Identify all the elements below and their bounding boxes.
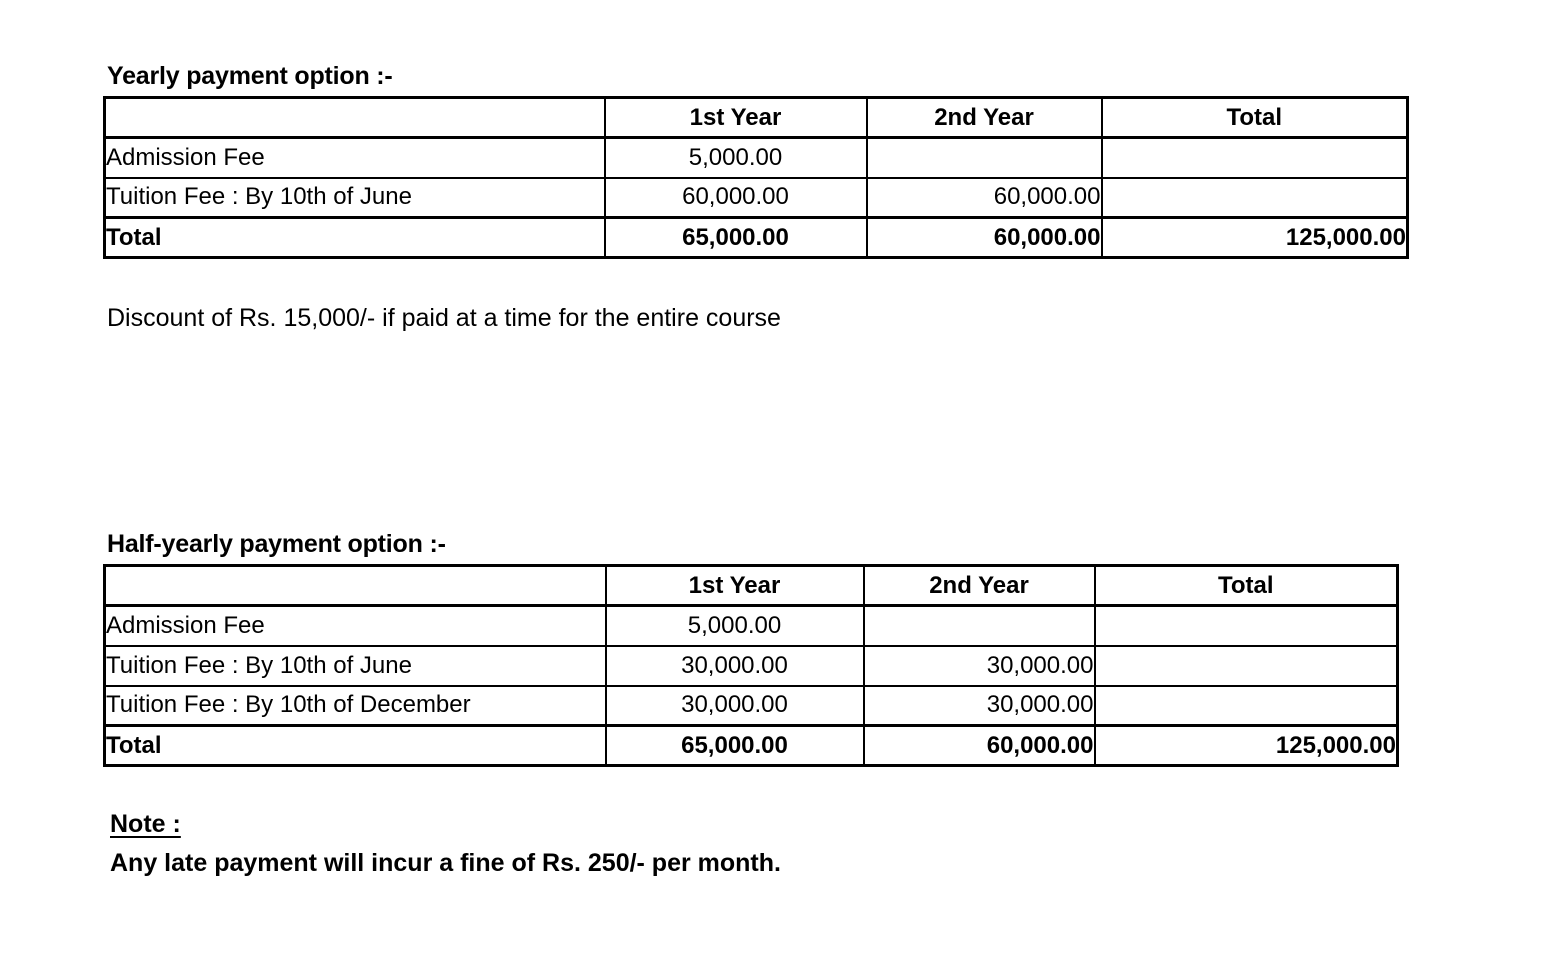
header-cell-year1: 1st Year [605, 98, 867, 138]
row-label: Tuition Fee : By 10th of June [105, 178, 605, 218]
row-label: Admission Fee [105, 606, 606, 646]
header-cell-total: Total [1102, 98, 1408, 138]
row-year2: 30,000.00 [864, 686, 1095, 726]
row-year2 [867, 138, 1102, 178]
row-year1: 5,000.00 [606, 606, 864, 646]
row-year1: 60,000.00 [605, 178, 867, 218]
total-grand: 125,000.00 [1102, 218, 1408, 258]
total-label: Total [105, 218, 605, 258]
row-year2: 60,000.00 [867, 178, 1102, 218]
row-total [1095, 606, 1398, 646]
yearly-payment-table [103, 96, 1409, 259]
note-body: Any late payment will incur a fine of Rs. 250/- per month. [110, 849, 781, 877]
total-year1: 65,000.00 [606, 726, 864, 766]
header-cell-blank [105, 98, 605, 138]
discount-note: Discount of Rs. 15,000/- if paid at a time for the entire course [107, 304, 781, 332]
row-label: Admission Fee [105, 138, 605, 178]
half-yearly-payment-heading: Half-yearly payment option :- [107, 530, 446, 558]
row-year1: 5,000.00 [605, 138, 867, 178]
row-label: Tuition Fee : By 10th of June [105, 646, 606, 686]
table-row [105, 606, 1398, 646]
header-cell-year1: 1st Year [606, 566, 864, 606]
note-title: Note : [110, 810, 181, 838]
row-label: Tuition Fee : By 10th of December [105, 686, 606, 726]
table-header-row [105, 566, 1398, 606]
table-row [105, 646, 1398, 686]
total-label: Total [105, 726, 606, 766]
row-year2: 30,000.00 [864, 646, 1095, 686]
half-yearly-payment-table [103, 564, 1399, 767]
header-cell-year2: 2nd Year [867, 98, 1102, 138]
table-header-row [105, 98, 1408, 138]
row-year1: 30,000.00 [606, 646, 864, 686]
total-year2: 60,000.00 [864, 726, 1095, 766]
row-total [1102, 178, 1408, 218]
header-cell-year2: 2nd Year [864, 566, 1095, 606]
table-row [105, 686, 1398, 726]
row-total [1095, 646, 1398, 686]
table-row [105, 178, 1408, 218]
header-cell-total: Total [1095, 566, 1398, 606]
table-total-row [105, 218, 1408, 258]
total-year2: 60,000.00 [867, 218, 1102, 258]
yearly-payment-heading: Yearly payment option :- [107, 62, 393, 90]
row-total [1102, 138, 1408, 178]
total-grand: 125,000.00 [1095, 726, 1398, 766]
header-cell-blank [105, 566, 606, 606]
row-year1: 30,000.00 [606, 686, 864, 726]
row-year2 [864, 606, 1095, 646]
table-row [105, 138, 1408, 178]
total-year1: 65,000.00 [605, 218, 867, 258]
table-total-row [105, 726, 1398, 766]
row-total [1095, 686, 1398, 726]
